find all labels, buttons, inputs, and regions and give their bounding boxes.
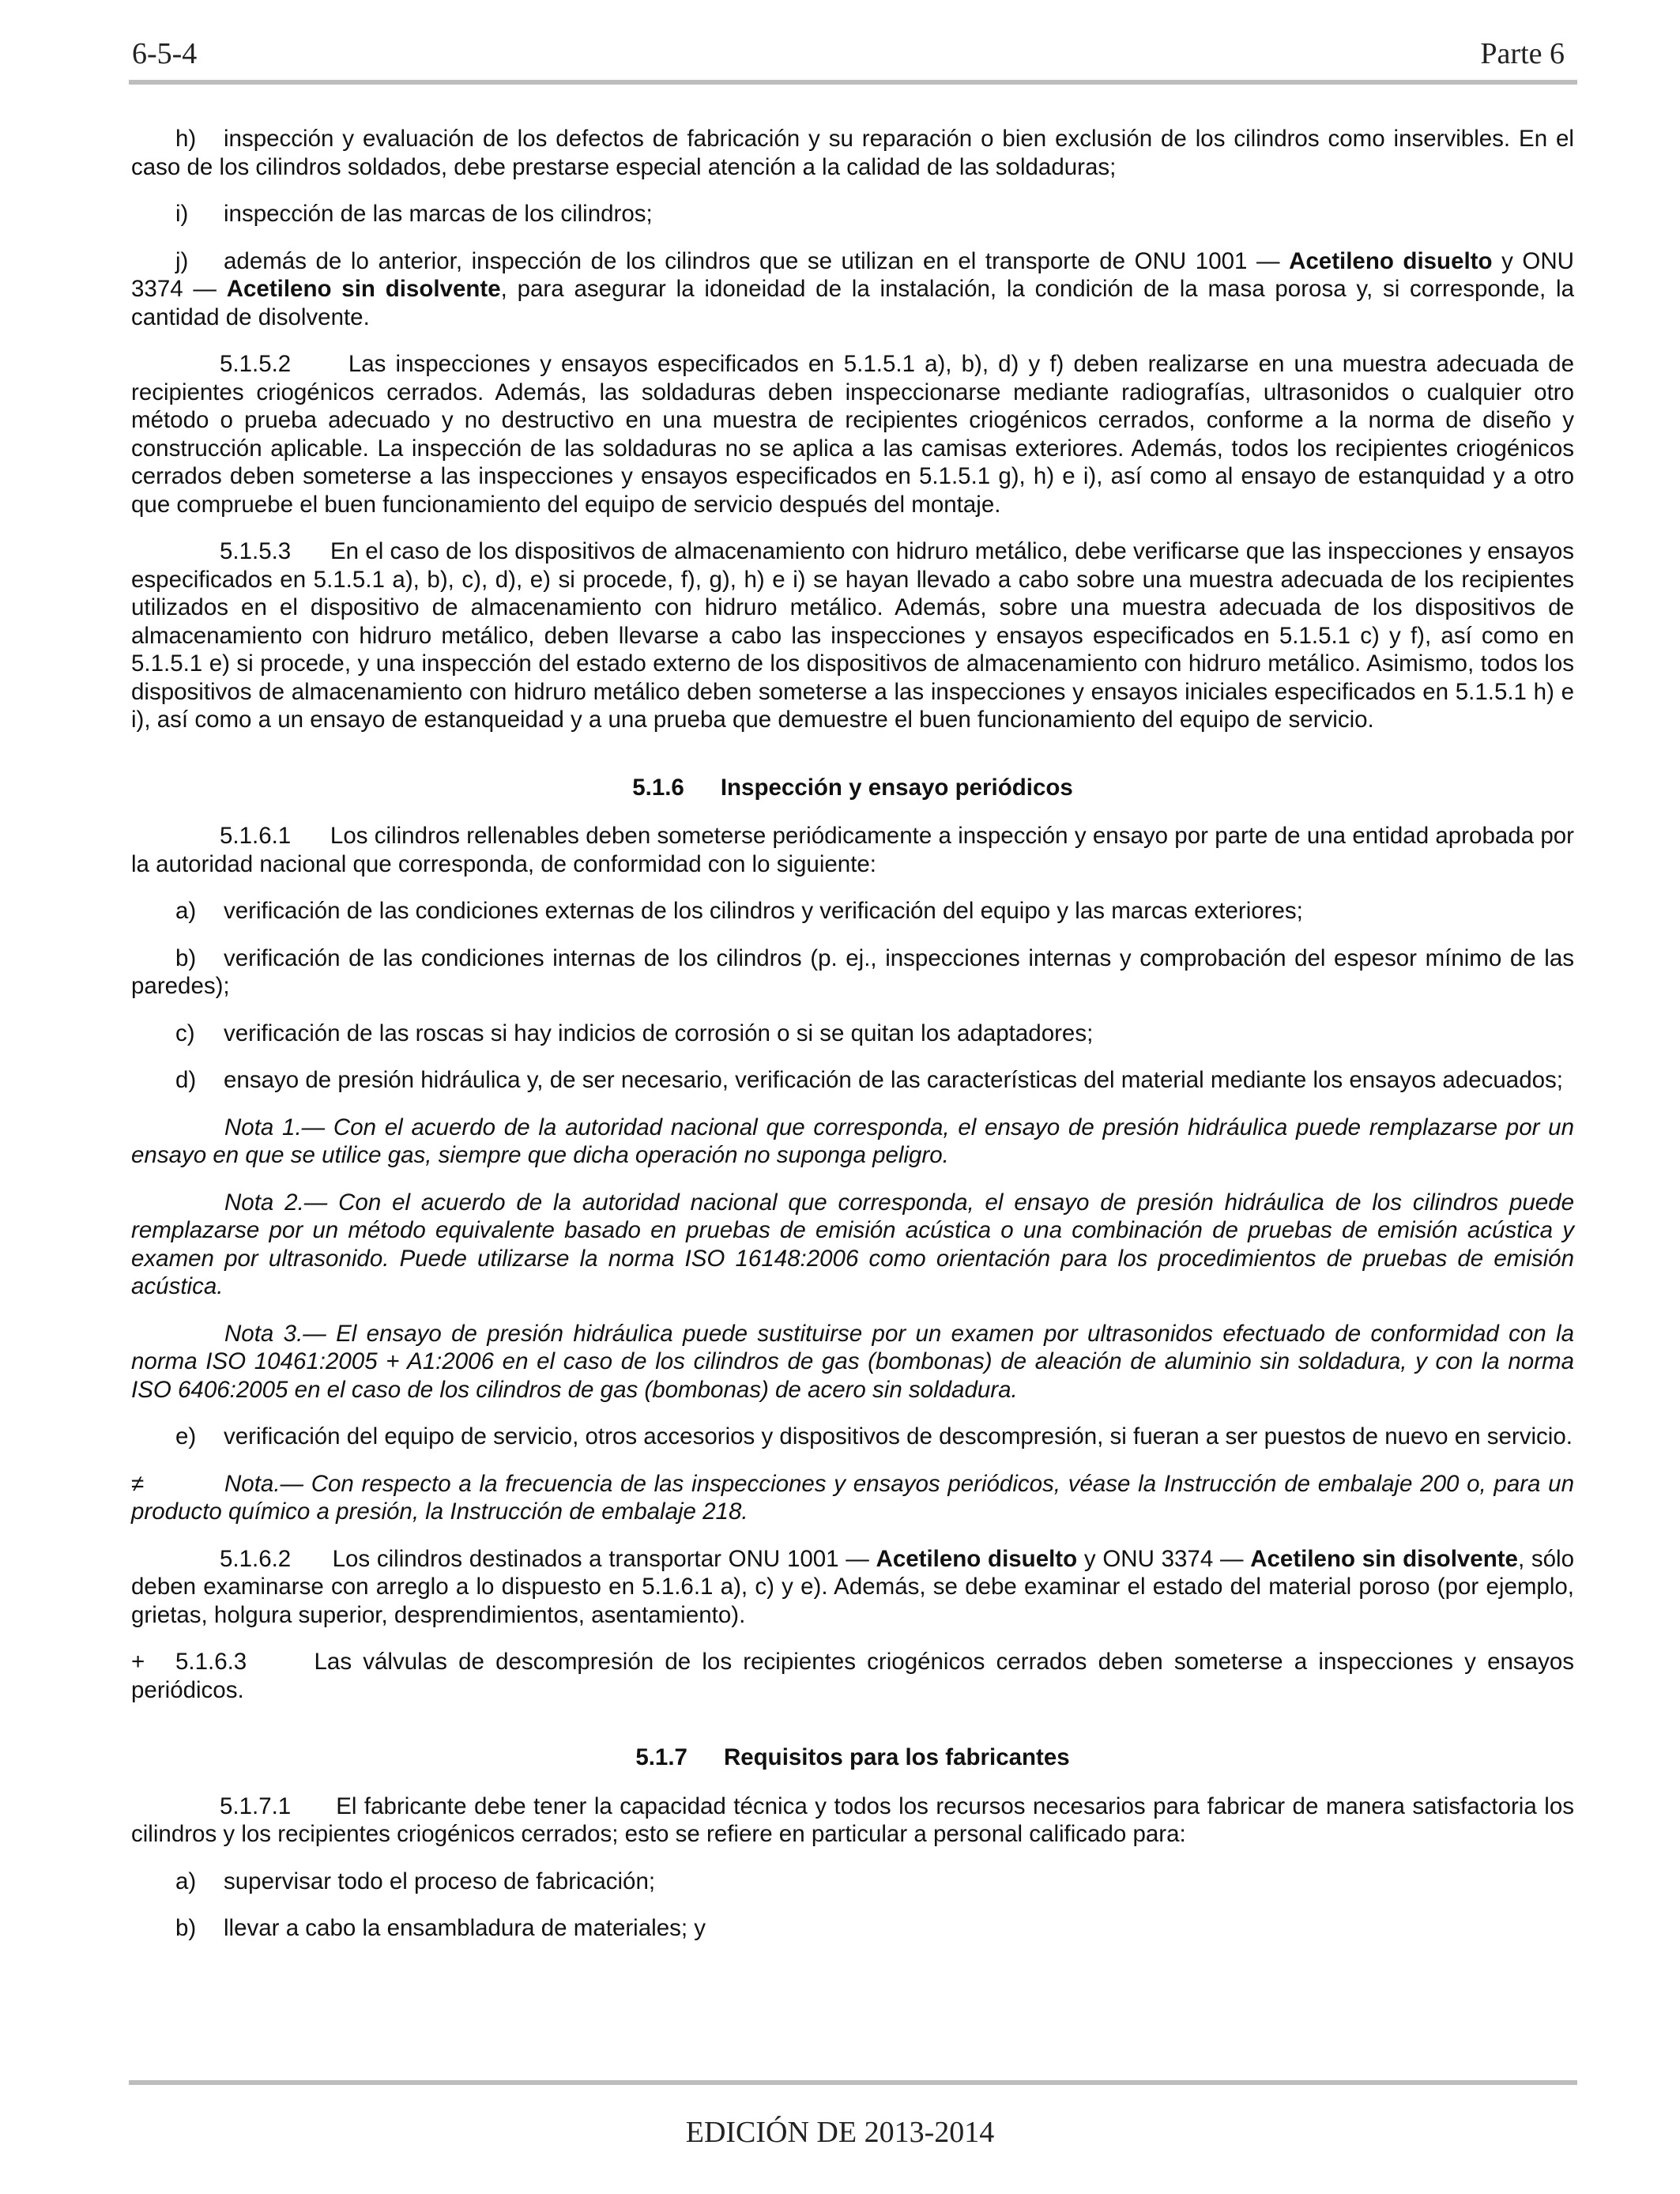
header-rule [129,80,1577,85]
document-body [131,125,1574,1962]
item-5-1-6-1-b [131,944,1574,1001]
paragraph-text: y ONU 3374 — [1083,1545,1244,1572]
item-5-1-7-1-a [131,1868,1574,1896]
item-label: b) [175,1915,197,1941]
page-number: 6-5-4 [132,37,198,70]
substance-name: Acetileno disuelto [1289,247,1493,274]
paragraph-text: Las válvulas de descompresión de los recipientes criogénicos cerrados deben someterse a inspecciones y ensayos periódicos. [131,1649,1574,1703]
paragraph-5-1-6-3 [131,1648,1574,1704]
item-label: c) [175,1020,195,1046]
part-label: Parte 6 [1480,37,1565,70]
substance-name: Acetileno disuelto [876,1545,1078,1572]
item-label: h) [175,126,197,152]
item-5-1-6-1-a [131,897,1574,925]
note-text: Nota.— Con respecto a la frecuencia de las inspecciones y ensayos periódicos, véase la Instrucción de embalaje 200 o, para un producto químico a presión, la Instrucción de embalaje 218. [131,1470,1574,1525]
item-text: además de lo anterior, inspección de los cilindros que se utilizan en el transporte de ONU 1001 — [224,247,1280,274]
item-text: llevar a cabo la ensambladura de materiales; y [224,1915,706,1941]
paragraph-text: Los cilindros rellenables deben someterse periódicamente a inspección y ensayo por parte de una entidad aprobada por la autoridad nacional que corresponda, de conformidad con lo siguiente: [131,823,1574,877]
section-number: 5.1.6 [632,774,684,801]
item-text: inspección de las marcas de los cilindros; [224,201,653,227]
plus-mark-icon: + [131,1649,145,1675]
paragraph-5-1-6-1 [131,822,1574,878]
item-text: , para asegurar la idoneidad de la instalación, la condición de la masa porosa y, si corresponde, la cantidad de disolvente. [131,276,1574,330]
paragraph-text: En el caso de los dispositivos de almacenamiento con hidruro metálico, debe verificarse que las inspecciones y ensayos especificados en 5.1.5.1 a), b), c), d), e) si procede, f), g), h) e i) se hayan llevado a cabo sobre una muestra adecuada de los recipientes utilizados en el dispositivo de almacenamiento con hidruro metálico. Además, sobre una muestra adecuada de los dispositivos de almacenamiento con hidruro metálico, deben llevarse a cabo las inspecciones y ensayos especificados en 5.1.5.1 c) y f), así como en 5.1.5.1 e) si procede, y una inspección del estado externo de los dispositivos de almacenamiento con hidruro metálico. Asimismo, todos los dispositivos de almacenamiento con hidruro metálico deben someterse a las inspecciones y ensayos iniciales especificados en 5.1.5.1 h) e i), así como a un ensayo de estanqueidad y a una prueba que demuestre el buen funcionamiento del equipo de servicio. [131,538,1574,733]
paragraph-number: 5.1.7.1 [220,1793,292,1819]
section-title: Inspección y ensayo periódicos [720,774,1073,801]
item-text: verificación de las roscas si hay indicios de corrosión o si se quitan los adaptadores; [224,1020,1094,1046]
item-text: verificación del equipo de servicio, otros accesorios y dispositivos de descompresión, si fueran a ser puestos de nuevo en servicio. [224,1423,1573,1449]
page-header [129,30,1577,77]
paragraph-5-1-7-1 [131,1793,1574,1849]
item-5-1-7-1-b [131,1914,1574,1943]
section-heading-5-1-6 [131,774,1574,802]
item-text: y ONU 3374 — [131,247,1574,302]
footer-rule [129,2080,1577,2085]
paragraph-5-1-5-2 [131,350,1574,518]
paragraph-number: 5.1.6.1 [220,823,292,849]
item-text: ensayo de presión hidráulica y, de ser necesario, verificación de las características del material mediante los ensayos adecuados; [224,1067,1563,1093]
item-h [131,125,1574,181]
item-label: a) [175,898,197,924]
paragraph-text: , sólo deben examinarse con arreglo a lo dispuesto en 5.1.6.1 a), c) y e). Además, se debe examinar el estado del material poroso (por ejemplo, grietas, holgura superior, desprendimientos, asentamiento). [131,1545,1575,1628]
item-j [131,247,1574,332]
paragraph-text: El fabricante debe tener la capacidad técnica y todos los recursos necesarios para fabricar de manera satisfactoria los cilindros y los recipientes criogénicos cerrados; esto se refiere en particular a personal calificado para: [131,1793,1574,1847]
not-equal-mark-icon: ≠ [131,1470,145,1497]
item-text: verificación de las condiciones externas de los cilindros y verificación del equipo y las marcas exteriores; [224,898,1303,924]
paragraph-text: Los cilindros destinados a transportar ONU 1001 — [332,1545,869,1572]
item-text: verificación de las condiciones internas de los cilindros (p. ej., inspecciones internas y comprobación del espesor mínimo de las paredes); [131,944,1574,999]
paragraph-number: 5.1.5.2 [220,351,292,377]
item-text: inspección y evaluación de los defectos de fabricación y su reparación o bien exclusión de los cilindros como inservibles. En el caso de los cilindros soldados, debe prestarse especial atención a la calidad de las soldaduras; [131,126,1574,180]
note-3: Nota 3.— El ensayo de presión hidráulica puede sustituirse por un examen por ultrasonidos efectuado de conformidad con la norma ISO 10461:2005 + A1:2006 en el caso de los cilindros de gas (bombonas) de aleación de aluminio sin soldadura, y con la norma ISO 6406:2005 en el caso de los cilindros de gas (bombonas) de acero sin soldadura. [131,1320,1574,1403]
note-1: Nota 1.— Con el acuerdo de la autoridad nacional que corresponda, el ensayo de presión hidráulica puede remplazarse por un ensayo en que se utilice gas, siempre que dicha operación no suponga peligro. [131,1114,1574,1168]
paragraph-5-1-5-3 [131,537,1574,734]
item-5-1-6-1-e [131,1423,1574,1451]
item-i [131,200,1574,228]
item-5-1-6-1-c [131,1020,1574,1048]
item-label: i) [175,201,189,227]
item-label: d) [175,1067,197,1093]
item-text: supervisar todo el proceso de fabricación; [224,1868,656,1894]
paragraph-number: 5.1.6.2 [220,1545,292,1572]
item-label: b) [175,944,197,971]
item-label: a) [175,1868,197,1894]
note-frequency [131,1470,1574,1526]
edition-footer: EDICIÓN DE 2013-2014 [685,2116,995,2149]
substance-name: Acetileno sin disolvente [1250,1545,1518,1572]
item-label: e) [175,1423,197,1449]
item-label: j) [175,247,189,274]
paragraph-number: 5.1.6.3 [175,1649,247,1675]
paragraph-text: Las inspecciones y ensayos especificados en 5.1.5.1 a), b), d) y f) deben realizarse en una muestra adecuada de recipientes criogénicos cerrados. Además, las soldaduras deben inspeccionarse mediante radiografías, ultrasonidos o cualquier otro método o prueba adecuado y no destructivo en una muestra de recipientes criogénicos cerrados, conforme a la norma de diseño y construcción aplicable. La inspección de las soldaduras no se aplica a las camisas exteriores. Además, todos los recipientes criogénicos cerrados deben someterse a las inspecciones y ensayos especificados en 5.1.5.1 g), h) e i), así como al ensayo de estanquidad y a otro que compruebe el buen funcionamiento del equipo de servicio después del montaje. [131,351,1574,518]
section-heading-5-1-7 [131,1744,1574,1772]
paragraph-5-1-6-2 [131,1545,1574,1630]
substance-name: Acetileno sin disolvente [226,276,501,302]
note-2: Nota 2.— Con el acuerdo de la autoridad nacional que corresponda, el ensayo de presión hidráulica de los cilindros puede remplazarse por un método equivalente basado en pruebas de emisión acústica o una combinación de pruebas de emisión acústica y examen por ultrasonido. Puede utilizarse la norma ISO 16148:2006 como orientación para los procedimientos de pruebas de emisión acústica. [131,1189,1574,1299]
paragraph-number: 5.1.5.3 [220,538,292,564]
item-5-1-6-1-d [131,1066,1574,1095]
section-number: 5.1.7 [635,1744,687,1770]
section-title: Requisitos para los fabricantes [723,1744,1070,1770]
